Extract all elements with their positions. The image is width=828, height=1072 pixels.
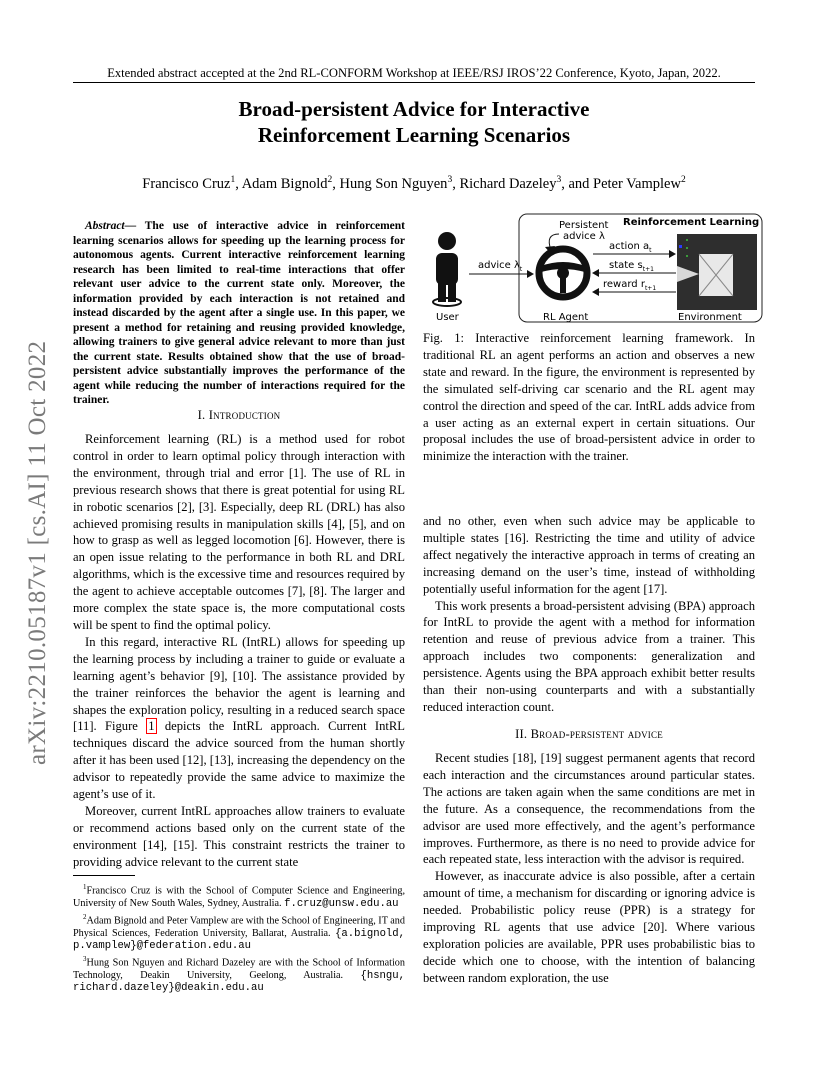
environment-dot — [686, 239, 688, 241]
footnote-text: Adam Bignold and Peter Vamplew are with the School of Engineering, IT and Physical Sciences, Federation University, Ballarat, Australia. — [73, 914, 405, 939]
author-name: Hung Son Nguyen — [339, 175, 448, 192]
paragraph-text: In this regard, interactive RL (IntRL) allows for speeding up the learning process by including a trainer to guide or evaluate a learning agent’s behavior [9], [10]. The assistance provided by the trainer reinforces the behavior the agent is learning and shapes the exploration policy, resulting in a reduced search space [11]. Figure — [73, 634, 405, 734]
paragraph: Recent studies [18], [19] suggest permanent agents that record each interaction and the circumstances around particular states. The actions are taken again when the same conditions are met in the future. As a consequence, the recommendations from the advisor are used more effectively, and the agent’s performance improves. Furthermore, as there is no need to provide advice for each repeated state, less interaction with the advisor is required. — [423, 751, 755, 867]
author-list — [73, 171, 755, 193]
environment-dot — [686, 247, 688, 249]
author-name: Richard Dazeley — [459, 175, 557, 192]
state-label: state $s_{t+1}$ — [609, 260, 654, 273]
user-body-icon — [436, 253, 458, 285]
footnote-3 — [73, 953, 405, 995]
section-heading-bpa — [423, 727, 755, 742]
paragraph — [73, 634, 405, 803]
footnote-2 — [73, 911, 405, 953]
abstract-label: Abstract — [85, 220, 125, 232]
header-rule — [73, 82, 755, 83]
footnote-text: Francisco Cruz is with the School of Computer Science and Engineering, University of New South Wales, Sydney, Australia. — [73, 885, 405, 909]
environment-dot — [686, 255, 688, 257]
author-affiliation: 3 — [556, 175, 562, 185]
author-affiliation: 3 — [447, 175, 453, 185]
introduction-body — [73, 431, 405, 871]
abstract-text: — The use of interactive advice in reinforcement learning scenarios allows for speeding up the learning process for autonomous agents. Current interactive reinforcement learning research has been limited to real-time interactions that offer relevant user advice to the current state only. Moreover, the information provided by each interaction is not retained and instead discarded by the agent after a single use. In this paper, we present a method for retaining and reusing provided knowledge, allowing trainers to give general advice relevant to more than just the current state. Results obtained show that the use of broad-persistent advice substantially improves the performance of the agent while reducing the number of interactions required for the trainer. — [73, 220, 405, 406]
section-heading-introduction — [73, 408, 405, 423]
author-affiliation: 2 — [327, 175, 333, 185]
title-line-2: Reinforcement Learning Scenarios — [257, 123, 571, 147]
right-column-body-bottom — [423, 750, 755, 987]
author-affiliation: 1 — [230, 175, 236, 185]
steering-spoke-icon — [560, 273, 566, 293]
footnote-text: Hung Son Nguyen and Richard Dazeley are with the School of Information Technology, Deakin University, Geelong, Australia. — [73, 957, 405, 981]
author-name: Francisco Cruz — [142, 175, 231, 192]
author-affiliation: 2 — [680, 175, 686, 185]
author-separator: , — [235, 175, 242, 192]
footnote-1 — [73, 881, 405, 911]
footnote-mark: 2 — [83, 912, 87, 921]
conference-header: Extended abstract accepted at the 2nd RL-CONFORM Workshop at IEEE/RSJ IROS’22 Conference, Kyoto, Japan, 2022. — [107, 66, 721, 80]
section-number: I. — [197, 408, 209, 422]
figure-1-diagram — [423, 210, 763, 326]
paragraph: However, as inaccurate advice is also possible, after a certain amount of time, a mechanism for discarding or ignoring advice is needed. Probabilistic policy reuse (PPR) is a strategy for improving RL agents that use advice [20]. Where various exploration policies are available, PPR uses probabilistic bias to decide which one to choose, with the intention of balancing between random exploration, the use — [423, 869, 755, 985]
section-title: Introduction — [208, 408, 281, 422]
figure-1-link[interactable]: 1 — [148, 719, 155, 734]
author-separator: , and — [561, 175, 594, 192]
author-separator: , — [452, 175, 460, 192]
title-line-1: Broad-persistent Advice for Interactive — [238, 97, 590, 121]
footnote-mark: 3 — [83, 954, 87, 963]
car-marker-icon — [679, 245, 682, 248]
paragraph: and no other, even when such advice may be applicable to multiple states [16]. Restricting the time and utility of advice affect negatively the interactive approach in terms of creating an increasing demand on the user’s time, instead of withholding potentially useful information for the agent [17]. — [423, 514, 755, 596]
footnote-email: richard.dazeley}@deakin.edu.au — [73, 982, 264, 995]
advice-user-label: advice $\lambda_t$ — [478, 260, 523, 273]
section-title: Broad-persistent advice — [530, 727, 663, 741]
advice-lambda-label: advice λ — [563, 231, 605, 242]
rl-agent-label: RL Agent — [543, 312, 589, 323]
paragraph: Reinforcement learning (RL) is a method used for robot control in order to learn optimal policy through interaction with the environment, through trial and error [1]. The use of RL in previous research shows that there is great potential for using RL in robotic scenarios [2], [3]. Especially, deep RL (DRL) has also achieved promising results in manipulation skills [4], [5], and on how to grasp as well as legged locomotion [6]. However, there is an open issue relating to the performance in both RL and DRL algorithms, which is the excessive time and resources required by the agent to achieve acceptable outcomes [7], [8]. The larger and more complex the state space is, the more computational costs will be spent to find the optimal policy. — [73, 432, 405, 632]
environment-label: Environment — [678, 312, 742, 323]
paragraph: This work presents a broad-persistent advising (BPA) approach for IntRL to provide the agent with a method for information retention and reuse of previous advice from a trainer. This approach includes two components: generalization and persistence. Agents using the BPA approach exhibit better results than their non-using counterparts and with a substantially reduced interaction count. — [423, 598, 755, 714]
paragraph-text: depicts the IntRL approach. Current IntRL techniques discard the advice sourced from the human shortly after it has been used [12], [13], increasing the dependency on the advisor to repeatedly provide the same advice to maximize the agent’s use of it. — [73, 719, 405, 802]
arxiv-stamp: arXiv:2210.05187v1 [cs.AI] 11 Oct 2022 — [24, 340, 51, 765]
action-label: action $a_t$ — [609, 241, 652, 254]
persistent-label: Persistent — [559, 220, 609, 231]
footnote-mark: 1 — [83, 883, 87, 891]
footnote-email: {hsngu, — [360, 969, 405, 982]
author-separator: , — [332, 175, 340, 192]
section-number: II. — [515, 727, 531, 741]
footnotes — [73, 881, 405, 995]
footnote-email: f.cruz@unsw.edu.au — [284, 897, 399, 910]
author-name: Adam Bignold — [241, 175, 328, 192]
figure-1-caption: Fig. 1: Interactive reinforcement learning framework. In traditional RL an agent performs an action and observes a new state and reward. In the figure, the environment is represented by the simulated self-driving car scenario and the RL agent may control the direction and speed of the car. IntRL adds advice from a user acting as an external expert in certain situations. Our proposal includes the use of broad-persistent advice in order to minimize the interaction with the trainer. — [423, 331, 755, 464]
user-head-icon — [438, 232, 456, 250]
footnote-rule — [73, 875, 135, 876]
footnote-email: {a.bignold, p.vamplew}@federation.edu.au — [73, 927, 405, 953]
user-base-icon — [433, 298, 461, 306]
user-label: User — [436, 312, 459, 323]
abstract — [73, 219, 405, 408]
reward-label: reward $r_{t+1}$ — [603, 279, 657, 292]
paper-title — [73, 96, 755, 148]
paragraph: Moreover, current IntRL approaches allow trainers to evaluate or recommend actions based only on the current state of the environment [14], [15]. This constraint restricts the trainer to providing advice relevant to the current state — [73, 803, 405, 869]
right-column-body-top — [423, 513, 755, 716]
rl-title: Reinforcement Learning — [623, 217, 760, 228]
author-name: Peter Vamplew — [593, 175, 681, 192]
